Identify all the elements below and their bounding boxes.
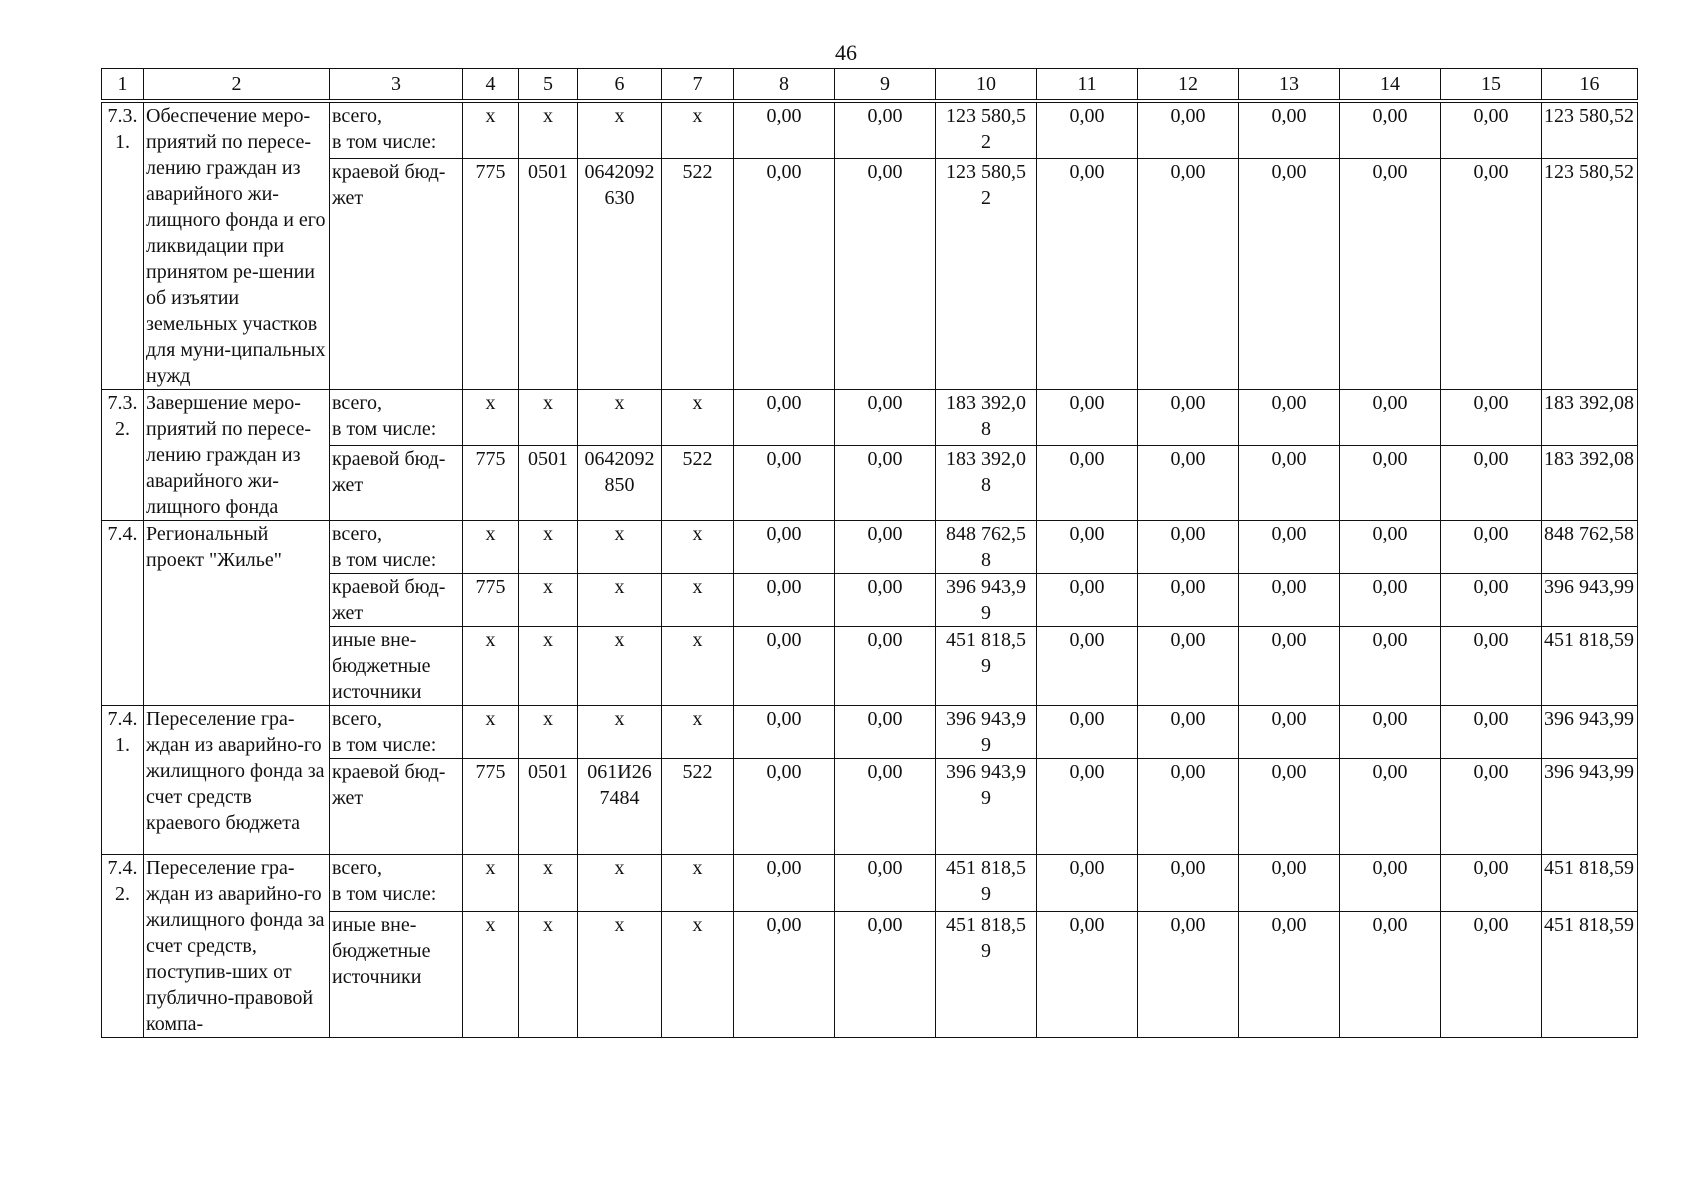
cell-col-11: 0,00 bbox=[1037, 159, 1138, 390]
cell-col-14: 0,00 bbox=[1340, 759, 1441, 855]
cell-col-5: 0501 bbox=[519, 445, 578, 520]
cell-col-16: 396 943,99 bbox=[1542, 574, 1638, 627]
cell-col-5: х bbox=[519, 101, 578, 159]
funding-source: краевой бюд-жет bbox=[330, 759, 463, 855]
cell-col-4: 775 bbox=[463, 759, 519, 855]
budget-table bbox=[101, 68, 1638, 1038]
cell-col-10: 451 818,5 9 bbox=[936, 627, 1037, 706]
page-number: 46 bbox=[835, 40, 857, 65]
cell-col-13: 0,00 bbox=[1239, 627, 1340, 706]
cell-col-10: 396 943,9 9 bbox=[936, 706, 1037, 759]
cell-col-9: 0,00 bbox=[835, 390, 936, 446]
cell-col-15: 0,00 bbox=[1441, 627, 1542, 706]
cell-col-6: х bbox=[578, 101, 662, 159]
cell-col-12: 0,00 bbox=[1138, 627, 1239, 706]
cell-col-13: 0,00 bbox=[1239, 521, 1340, 574]
cell-col-11: 0,00 bbox=[1037, 759, 1138, 855]
table-row bbox=[102, 627, 1638, 706]
cell-col-10: 451 818,5 9 bbox=[936, 855, 1037, 912]
cell-col-15: 0,00 bbox=[1441, 574, 1542, 627]
item-number: 7.4. 2. bbox=[102, 855, 144, 1038]
item-name: Переселение гра-ждан из аварийно-го жилищного фонда за счет средств краевого бюджета bbox=[144, 706, 330, 855]
cell-col-4: 775 bbox=[463, 445, 519, 520]
cell-col-14: 0,00 bbox=[1340, 390, 1441, 446]
cell-col-12: 0,00 bbox=[1138, 445, 1239, 520]
cell-col-5: 0501 bbox=[519, 159, 578, 390]
column-header-2: 2 bbox=[144, 69, 330, 102]
table-row bbox=[102, 912, 1638, 1038]
column-header-11: 11 bbox=[1037, 69, 1138, 102]
cell-col-12: 0,00 bbox=[1138, 521, 1239, 574]
table-row bbox=[102, 101, 1638, 159]
cell-col-15: 0,00 bbox=[1441, 159, 1542, 390]
cell-col-4: х bbox=[463, 855, 519, 912]
column-header-5: 5 bbox=[519, 69, 578, 102]
cell-col-7: х bbox=[662, 574, 734, 627]
cell-col-4: х bbox=[463, 912, 519, 1038]
cell-col-16: 183 392,08 bbox=[1542, 445, 1638, 520]
funding-source: краевой бюд-жет bbox=[330, 445, 463, 520]
cell-col-6: х bbox=[578, 855, 662, 912]
column-header-1: 1 bbox=[102, 69, 144, 102]
cell-col-7: х bbox=[662, 390, 734, 446]
cell-col-16: 451 818,59 bbox=[1542, 912, 1638, 1038]
cell-col-14: 0,00 bbox=[1340, 627, 1441, 706]
column-header-7: 7 bbox=[662, 69, 734, 102]
cell-col-4: х bbox=[463, 521, 519, 574]
cell-col-9: 0,00 bbox=[835, 574, 936, 627]
table-body bbox=[102, 69, 1638, 1038]
funding-source: всего, в том числе: bbox=[330, 390, 463, 446]
cell-col-11: 0,00 bbox=[1037, 706, 1138, 759]
cell-col-9: 0,00 bbox=[835, 101, 936, 159]
cell-col-7: 522 bbox=[662, 759, 734, 855]
column-header-14: 14 bbox=[1340, 69, 1441, 102]
cell-col-10: 848 762,5 8 bbox=[936, 521, 1037, 574]
cell-col-6: х bbox=[578, 706, 662, 759]
cell-col-6: х bbox=[578, 521, 662, 574]
funding-source: иные вне-бюджетные источники bbox=[330, 627, 463, 706]
cell-col-4: 775 bbox=[463, 574, 519, 627]
cell-col-6: х bbox=[578, 390, 662, 446]
cell-col-15: 0,00 bbox=[1441, 101, 1542, 159]
cell-col-15: 0,00 bbox=[1441, 706, 1542, 759]
funding-source: всего, в том числе: bbox=[330, 706, 463, 759]
cell-col-5: х bbox=[519, 390, 578, 446]
table-row bbox=[102, 759, 1638, 855]
cell-col-13: 0,00 bbox=[1239, 759, 1340, 855]
cell-col-7: 522 bbox=[662, 445, 734, 520]
cell-col-13: 0,00 bbox=[1239, 912, 1340, 1038]
cell-col-5: х bbox=[519, 706, 578, 759]
cell-col-13: 0,00 bbox=[1239, 445, 1340, 520]
cell-col-11: 0,00 bbox=[1037, 912, 1138, 1038]
item-number: 7.3. 2. bbox=[102, 390, 144, 521]
cell-col-8: 0,00 bbox=[734, 912, 835, 1038]
cell-col-9: 0,00 bbox=[835, 159, 936, 390]
cell-col-12: 0,00 bbox=[1138, 706, 1239, 759]
cell-col-7: х bbox=[662, 627, 734, 706]
cell-col-16: 123 580,52 bbox=[1542, 159, 1638, 390]
cell-col-9: 0,00 bbox=[835, 445, 936, 520]
item-name: Завершение меро-приятий по пересе-лению граждан из аварийного жи-лищного фонда bbox=[144, 390, 330, 521]
cell-col-11: 0,00 bbox=[1037, 390, 1138, 446]
cell-col-14: 0,00 bbox=[1340, 912, 1441, 1038]
cell-col-14: 0,00 bbox=[1340, 855, 1441, 912]
cell-col-13: 0,00 bbox=[1239, 706, 1340, 759]
table-row bbox=[102, 445, 1638, 520]
cell-col-9: 0,00 bbox=[835, 855, 936, 912]
cell-col-7: х bbox=[662, 706, 734, 759]
cell-col-4: х bbox=[463, 390, 519, 446]
cell-col-8: 0,00 bbox=[734, 159, 835, 390]
cell-col-12: 0,00 bbox=[1138, 101, 1239, 159]
cell-col-10: 123 580,5 2 bbox=[936, 101, 1037, 159]
cell-col-13: 0,00 bbox=[1239, 574, 1340, 627]
cell-col-14: 0,00 bbox=[1340, 445, 1441, 520]
cell-col-14: 0,00 bbox=[1340, 521, 1441, 574]
cell-col-10: 396 943,9 9 bbox=[936, 574, 1037, 627]
cell-col-15: 0,00 bbox=[1441, 759, 1542, 855]
cell-col-7: х bbox=[662, 101, 734, 159]
cell-col-8: 0,00 bbox=[734, 445, 835, 520]
cell-col-13: 0,00 bbox=[1239, 390, 1340, 446]
funding-source: всего, в том числе: bbox=[330, 521, 463, 574]
cell-col-12: 0,00 bbox=[1138, 912, 1239, 1038]
cell-col-13: 0,00 bbox=[1239, 159, 1340, 390]
cell-col-8: 0,00 bbox=[734, 627, 835, 706]
cell-col-4: х bbox=[463, 627, 519, 706]
cell-col-10: 396 943,9 9 bbox=[936, 759, 1037, 855]
cell-col-16: 396 943,99 bbox=[1542, 706, 1638, 759]
item-number: 7.4. 1. bbox=[102, 706, 144, 855]
cell-col-10: 451 818,5 9 bbox=[936, 912, 1037, 1038]
funding-source: краевой бюд-жет bbox=[330, 574, 463, 627]
cell-col-6: х bbox=[578, 912, 662, 1038]
cell-col-5: х bbox=[519, 521, 578, 574]
column-header-10: 10 bbox=[936, 69, 1037, 102]
table-row bbox=[102, 159, 1638, 390]
cell-col-12: 0,00 bbox=[1138, 759, 1239, 855]
cell-col-14: 0,00 bbox=[1340, 574, 1441, 627]
cell-col-8: 0,00 bbox=[734, 574, 835, 627]
item-number: 7.4. bbox=[102, 521, 144, 706]
cell-col-16: 848 762,58 bbox=[1542, 521, 1638, 574]
column-header-6: 6 bbox=[578, 69, 662, 102]
funding-source: иные вне-бюджетные источники bbox=[330, 912, 463, 1038]
column-header-15: 15 bbox=[1441, 69, 1542, 102]
cell-col-5: х bbox=[519, 912, 578, 1038]
item-number: 7.3. 1. bbox=[102, 101, 144, 390]
column-header-3: 3 bbox=[330, 69, 463, 102]
cell-col-4: х bbox=[463, 706, 519, 759]
cell-col-16: 451 818,59 bbox=[1542, 627, 1638, 706]
cell-col-9: 0,00 bbox=[835, 706, 936, 759]
cell-col-10: 183 392,0 8 bbox=[936, 445, 1037, 520]
cell-col-8: 0,00 bbox=[734, 101, 835, 159]
cell-col-7: х bbox=[662, 912, 734, 1038]
cell-col-4: 775 bbox=[463, 159, 519, 390]
cell-col-9: 0,00 bbox=[835, 912, 936, 1038]
cell-col-9: 0,00 bbox=[835, 759, 936, 855]
cell-col-16: 451 818,59 bbox=[1542, 855, 1638, 912]
column-header-9: 9 bbox=[835, 69, 936, 102]
cell-col-16: 123 580,52 bbox=[1542, 101, 1638, 159]
cell-col-16: 396 943,99 bbox=[1542, 759, 1638, 855]
funding-source: всего, в том числе: bbox=[330, 101, 463, 159]
cell-col-9: 0,00 bbox=[835, 521, 936, 574]
cell-col-14: 0,00 bbox=[1340, 159, 1441, 390]
cell-col-12: 0,00 bbox=[1138, 390, 1239, 446]
column-header-4: 4 bbox=[463, 69, 519, 102]
cell-col-6: 061И26 7484 bbox=[578, 759, 662, 855]
cell-col-7: х bbox=[662, 855, 734, 912]
item-name: Переселение гра-ждан из аварийно-го жилищного фонда за счет средств, поступив-ших от публично-правовой компа- bbox=[144, 855, 330, 1038]
cell-col-13: 0,00 bbox=[1239, 101, 1340, 159]
cell-col-13: 0,00 bbox=[1239, 855, 1340, 912]
cell-col-10: 183 392,0 8 bbox=[936, 390, 1037, 446]
cell-col-11: 0,00 bbox=[1037, 521, 1138, 574]
cell-col-15: 0,00 bbox=[1441, 445, 1542, 520]
cell-col-6: 0642092 630 bbox=[578, 159, 662, 390]
cell-col-11: 0,00 bbox=[1037, 855, 1138, 912]
table-row bbox=[102, 390, 1638, 446]
cell-col-5: х bbox=[519, 855, 578, 912]
cell-col-14: 0,00 bbox=[1340, 101, 1441, 159]
cell-col-11: 0,00 bbox=[1037, 101, 1138, 159]
cell-col-8: 0,00 bbox=[734, 521, 835, 574]
cell-col-8: 0,00 bbox=[734, 390, 835, 446]
cell-col-15: 0,00 bbox=[1441, 912, 1542, 1038]
column-header-8: 8 bbox=[734, 69, 835, 102]
table-row bbox=[102, 706, 1638, 759]
cell-col-7: х bbox=[662, 521, 734, 574]
cell-col-6: х bbox=[578, 627, 662, 706]
cell-col-5: х bbox=[519, 627, 578, 706]
cell-col-15: 0,00 bbox=[1441, 855, 1542, 912]
funding-source: краевой бюд-жет bbox=[330, 159, 463, 390]
cell-col-12: 0,00 bbox=[1138, 159, 1239, 390]
cell-col-14: 0,00 bbox=[1340, 706, 1441, 759]
column-header-16: 16 bbox=[1542, 69, 1638, 102]
cell-col-8: 0,00 bbox=[734, 706, 835, 759]
funding-source: всего, в том числе: bbox=[330, 855, 463, 912]
column-header-12: 12 bbox=[1138, 69, 1239, 102]
cell-col-5: х bbox=[519, 574, 578, 627]
cell-col-7: 522 bbox=[662, 159, 734, 390]
cell-col-12: 0,00 bbox=[1138, 574, 1239, 627]
cell-col-15: 0,00 bbox=[1441, 390, 1542, 446]
table-row bbox=[102, 855, 1638, 912]
cell-col-16: 183 392,08 bbox=[1542, 390, 1638, 446]
item-name: Обеспечение меро-приятий по пересе-лению граждан из аварийного жи-лищного фонда и его ликвидации при принятом ре-шении об изъятии земельных участков для муни-ципальных нужд bbox=[144, 101, 330, 390]
cell-col-11: 0,00 bbox=[1037, 574, 1138, 627]
cell-col-6: х bbox=[578, 574, 662, 627]
column-header-13: 13 bbox=[1239, 69, 1340, 102]
cell-col-15: 0,00 bbox=[1441, 521, 1542, 574]
item-name: Региональный проект "Жилье" bbox=[144, 521, 330, 706]
cell-col-10: 123 580,5 2 bbox=[936, 159, 1037, 390]
cell-col-11: 0,00 bbox=[1037, 445, 1138, 520]
cell-col-9: 0,00 bbox=[835, 627, 936, 706]
cell-col-5: 0501 bbox=[519, 759, 578, 855]
cell-col-11: 0,00 bbox=[1037, 627, 1138, 706]
table-row bbox=[102, 521, 1638, 574]
cell-col-8: 0,00 bbox=[734, 759, 835, 855]
cell-col-6: 0642092 850 bbox=[578, 445, 662, 520]
cell-col-12: 0,00 bbox=[1138, 855, 1239, 912]
cell-col-8: 0,00 bbox=[734, 855, 835, 912]
cell-col-4: х bbox=[463, 101, 519, 159]
table-row bbox=[102, 574, 1638, 627]
header-row bbox=[102, 69, 1638, 102]
